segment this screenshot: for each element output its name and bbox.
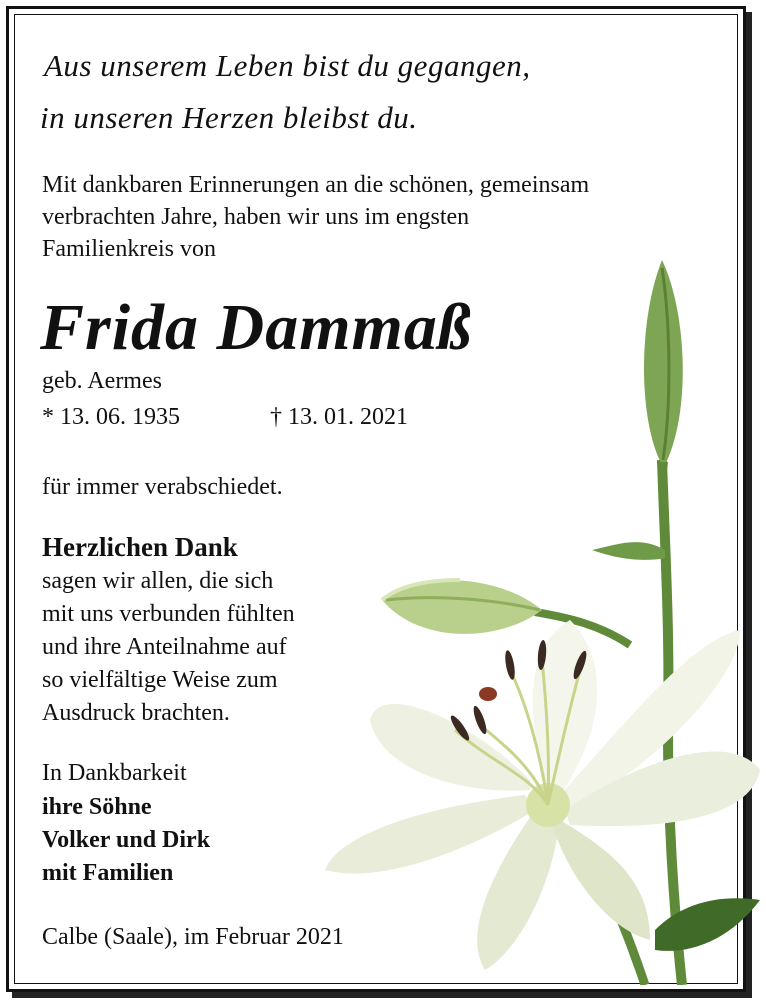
- death-date: † 13. 01. 2021: [270, 404, 408, 430]
- signature-line: mit Familien: [42, 860, 174, 886]
- signature-intro: In Dankbarkeit: [42, 760, 187, 786]
- thanks-line: sagen wir allen, die sich: [42, 568, 274, 594]
- place-date: Calbe (Saale), im Februar 2021: [42, 924, 344, 950]
- thanks-line: mit uns verbunden fühlten: [42, 601, 295, 627]
- signature-line: Volker und Dirk: [42, 827, 211, 853]
- birth-date: * 13. 06. 1935: [42, 404, 180, 430]
- intro-line-1: Mit dankbaren Erinnerungen an die schönen, gemeinsam: [42, 172, 590, 198]
- deceased-name: Frida Dammaß: [40, 291, 472, 364]
- intro-line-2: verbrachten Jahre, haben wir uns im engsten: [42, 204, 470, 230]
- motto-line-2: in unseren Herzen bleibst du.: [40, 100, 418, 135]
- signature-line: ihre Söhne: [42, 794, 152, 820]
- thanks-line: und ihre Anteilnahme auf: [42, 634, 287, 660]
- maiden-name: geb. Aermes: [42, 368, 162, 394]
- intro-line-3: Familienkreis von: [42, 236, 216, 262]
- thanks-line: Ausdruck brachten.: [42, 700, 230, 726]
- thanks-line: so vielfältige Weise zum: [42, 667, 278, 693]
- motto-line-1: Aus unserem Leben bist du gegangen,: [44, 48, 531, 83]
- farewell-text: für immer verabschiedet.: [42, 474, 283, 500]
- frame-shadow-bottom: [12, 992, 752, 998]
- thanks-heading: Herzlichen Dank: [42, 532, 238, 562]
